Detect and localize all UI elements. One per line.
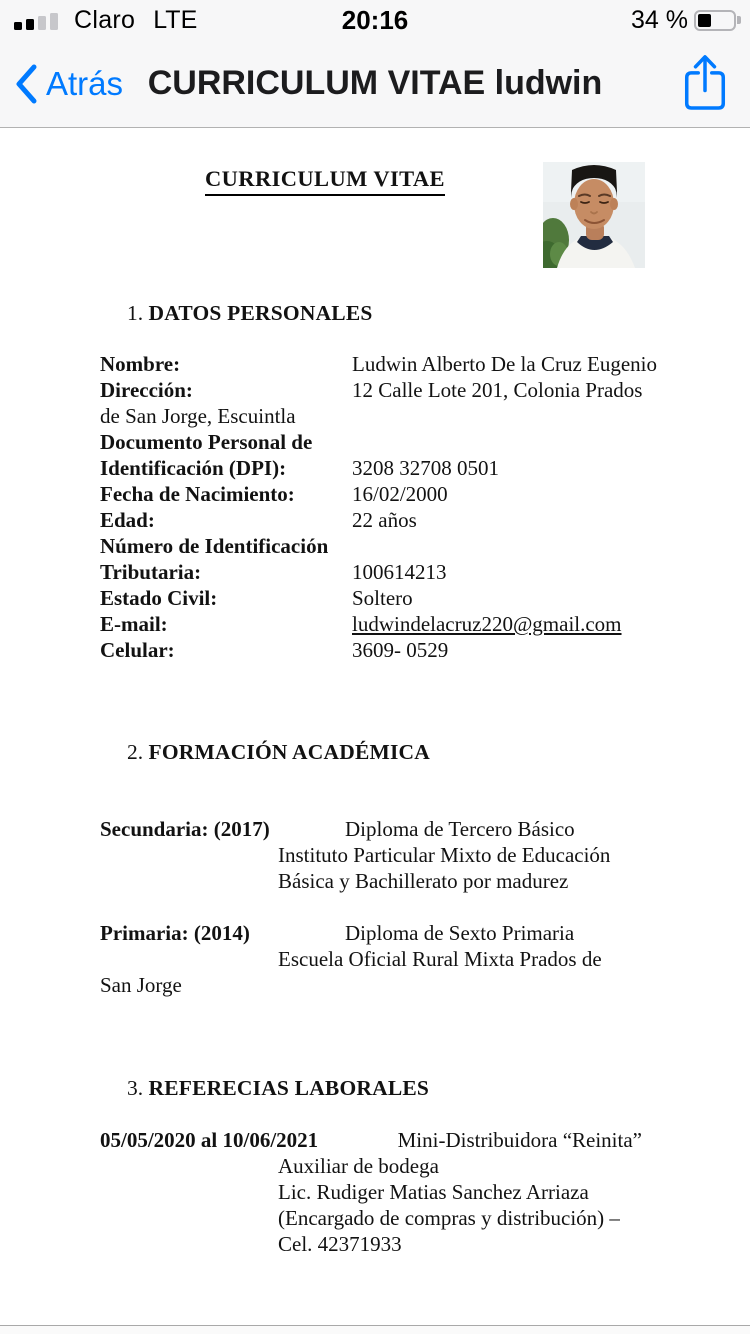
back-button[interactable] — [0, 63, 123, 105]
row-value: 100614213 — [352, 560, 447, 584]
work-references-list — [100, 1127, 648, 1257]
personal-row — [100, 351, 658, 377]
document-filename-title: CURRICULUM VITAE ludwin — [147, 64, 603, 102]
work-reference-entry — [100, 1127, 648, 1257]
work-reference-value: Mini-Distribuidora “Reinita” — [397, 1128, 642, 1152]
row-label: E-mail: — [100, 612, 168, 636]
row-label: Dirección: — [100, 378, 193, 402]
clock: 20:16 — [341, 4, 409, 35]
row-label: Nombre: — [100, 352, 181, 376]
row-value: Soltero — [352, 586, 413, 610]
education-detail-line: Básica y Bachillerato por madurez — [278, 869, 569, 893]
share-icon — [682, 52, 728, 114]
profile-photo — [543, 162, 645, 268]
back-chevron-icon — [14, 63, 38, 105]
row-label: Identificación (DPI): — [100, 456, 287, 480]
row-label: Fecha de Nacimiento: — [100, 482, 295, 506]
row-value: 16/02/2000 — [352, 482, 448, 506]
work-reference-detail-line: Cel. 42371933 — [278, 1232, 402, 1256]
section-heading-formacion-academica: 2. FORMACIÓN ACADÉMICA — [127, 740, 430, 764]
education-value: Diploma de Sexto Primaria — [345, 921, 575, 945]
education-entry — [100, 920, 648, 998]
education-label: Secundaria: (2017) — [100, 817, 270, 841]
network-type-label: LTE — [153, 5, 198, 34]
work-reference-detail-line: Lic. Rudiger Matias Sanchez Arriaza — [278, 1180, 589, 1204]
education-list — [100, 816, 648, 998]
personal-row — [100, 637, 648, 663]
battery-icon — [694, 10, 736, 31]
document-viewer[interactable] — [0, 129, 750, 1326]
education-detail-line: Escuela Oficial Rural Mixta Prados de — [278, 947, 602, 971]
education-label: Primaria: (2014) — [100, 921, 250, 945]
work-reference-label: 05/05/2020 al 10/06/2021 — [100, 1128, 319, 1152]
personal-row — [100, 559, 648, 585]
personal-row — [100, 481, 648, 507]
row-value: 3208 32708 0501 — [352, 456, 499, 480]
work-reference-detail-line: (Encargado de compras y distribución) – — [278, 1206, 620, 1230]
row-label: Número de Identificación — [100, 534, 329, 558]
personal-row — [100, 507, 648, 533]
personal-row — [100, 377, 648, 403]
row-label: Estado Civil: — [100, 586, 218, 610]
education-entry — [100, 816, 648, 894]
personal-row — [100, 455, 648, 481]
share-button[interactable] — [682, 52, 728, 119]
cellular-signal-icon — [14, 10, 64, 30]
row-label: Celular: — [100, 638, 175, 662]
section-heading-referencias-laborales: 3. REFERECIAS LABORALES — [127, 1076, 430, 1100]
document-title: CURRICULUM VITAE — [100, 165, 648, 196]
row-label: Edad: — [100, 508, 155, 532]
row-value: Ludwin Alberto De la Cruz Eugenio — [352, 352, 658, 376]
education-continuation: San Jorge — [100, 973, 182, 997]
education-value: Diploma de Tercero Básico — [345, 817, 575, 841]
personal-row — [100, 611, 648, 637]
carrier-label: Claro — [74, 5, 136, 34]
back-label: Atrás — [46, 64, 124, 102]
status-bar — [0, 0, 750, 40]
personal-row — [100, 585, 648, 611]
battery-percent: 34 % — [631, 5, 688, 34]
row-label: Tributaria: — [100, 560, 202, 584]
bottom-toolbar-edge — [0, 1325, 750, 1334]
email-link[interactable]: ludwindelacruz220@gmail.com — [352, 612, 622, 636]
row-label: Documento Personal de — [100, 430, 313, 454]
personal-row-continuation: de San Jorge, Escuintla — [100, 404, 296, 428]
row-value: 3609- 0529 — [352, 638, 449, 662]
section-heading-datos-personales: 1. DATOS PERSONALES — [127, 301, 373, 325]
row-value: 22 años — [352, 508, 417, 532]
personal-data-list — [100, 351, 658, 663]
education-detail-line: Instituto Particular Mixto de Educación — [278, 843, 611, 867]
row-value: 12 Calle Lote 201, Colonia Prados — [352, 378, 643, 402]
work-reference-detail-line: Auxiliar de bodega — [278, 1154, 439, 1178]
personal-row — [100, 429, 648, 455]
personal-row — [100, 533, 648, 559]
navigation-bar — [0, 40, 750, 128]
